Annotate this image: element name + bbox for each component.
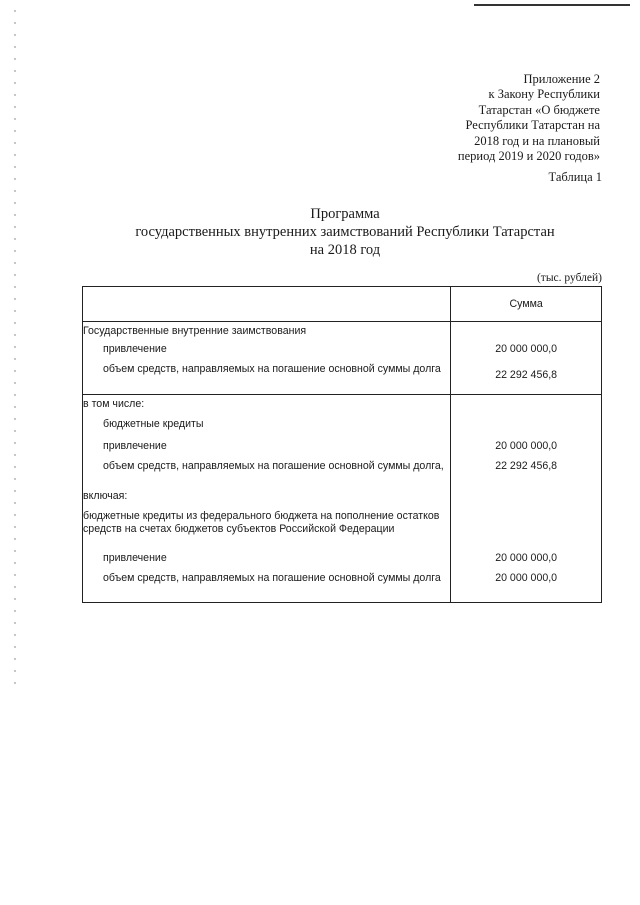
- row-value: [451, 395, 602, 417]
- row-value: [451, 322, 602, 344]
- table-row: [83, 550, 602, 572]
- table-row: [83, 572, 602, 603]
- appendix-line: Татарстан «О бюджете: [478, 102, 600, 117]
- row-label: привлечение: [83, 343, 451, 363]
- row-label: бюджетные кредиты из федерального бюджета на пополнение остатков средств на счетах бюджетов субъектов Российской Федерации: [83, 508, 451, 550]
- appendix-line: период 2019 и 2020 годов»: [457, 149, 600, 164]
- row-value: [451, 488, 602, 508]
- row-label: объем средств, направляемых на погашение основной суммы долга: [83, 572, 451, 603]
- row-label: в том числе:: [83, 395, 451, 417]
- row-value: [451, 416, 602, 438]
- row-label: объем средств, направляемых на погашение основной суммы долга,: [83, 460, 451, 488]
- appendix-line: Республики Татарстан на: [465, 118, 600, 133]
- row-value: 20 000 000,0: [451, 550, 602, 572]
- table-row: [83, 322, 602, 344]
- appendix-line: 2018 год и на плановый: [474, 133, 600, 148]
- top-rule: [474, 4, 630, 6]
- row-label: объем средств, направляемых на погашение основной суммы долга: [83, 363, 451, 395]
- table-row: [83, 416, 602, 438]
- row-label: включая:: [83, 488, 451, 508]
- row-value: 20 000 000,0: [451, 572, 602, 603]
- title-line-3: на 2018 год: [309, 242, 381, 258]
- row-value: 22 292 456,8: [451, 460, 602, 488]
- table-row: [83, 460, 602, 488]
- appendix-line: Приложение 2: [523, 72, 600, 86]
- appendix-line: к Закону Республики: [488, 87, 600, 102]
- table-number: Таблица 1: [548, 170, 602, 184]
- row-value: 22 292 456,8: [451, 363, 602, 395]
- appendix-note: [380, 72, 600, 164]
- table-row: [83, 508, 602, 550]
- row-label: привлечение: [83, 438, 451, 460]
- borrowing-table: [82, 286, 602, 603]
- scan-margin-dots: [14, 10, 16, 690]
- title-line-2: государственных внутренних заимствований Республики Татарстан: [135, 224, 555, 240]
- row-label: привлечение: [83, 550, 451, 572]
- row-value: [451, 508, 602, 550]
- table-row: [83, 438, 602, 460]
- row-value: 20 000 000,0: [451, 438, 602, 460]
- header-amount: Сумма: [451, 287, 602, 322]
- row-value: 20 000 000,0: [451, 343, 602, 363]
- table-row: [83, 395, 602, 417]
- row-label: бюджетные кредиты: [83, 416, 451, 438]
- header-description: [83, 287, 451, 322]
- table-header-row: [83, 287, 602, 322]
- units-label: (тыс. рублей): [536, 272, 602, 284]
- table-row: [83, 488, 602, 508]
- row-label: Государственные внутренние заимствования: [83, 322, 451, 344]
- title-line-1: Программа: [310, 206, 380, 222]
- table-row: [83, 363, 602, 395]
- document-title: [95, 205, 595, 259]
- table-row: [83, 343, 602, 363]
